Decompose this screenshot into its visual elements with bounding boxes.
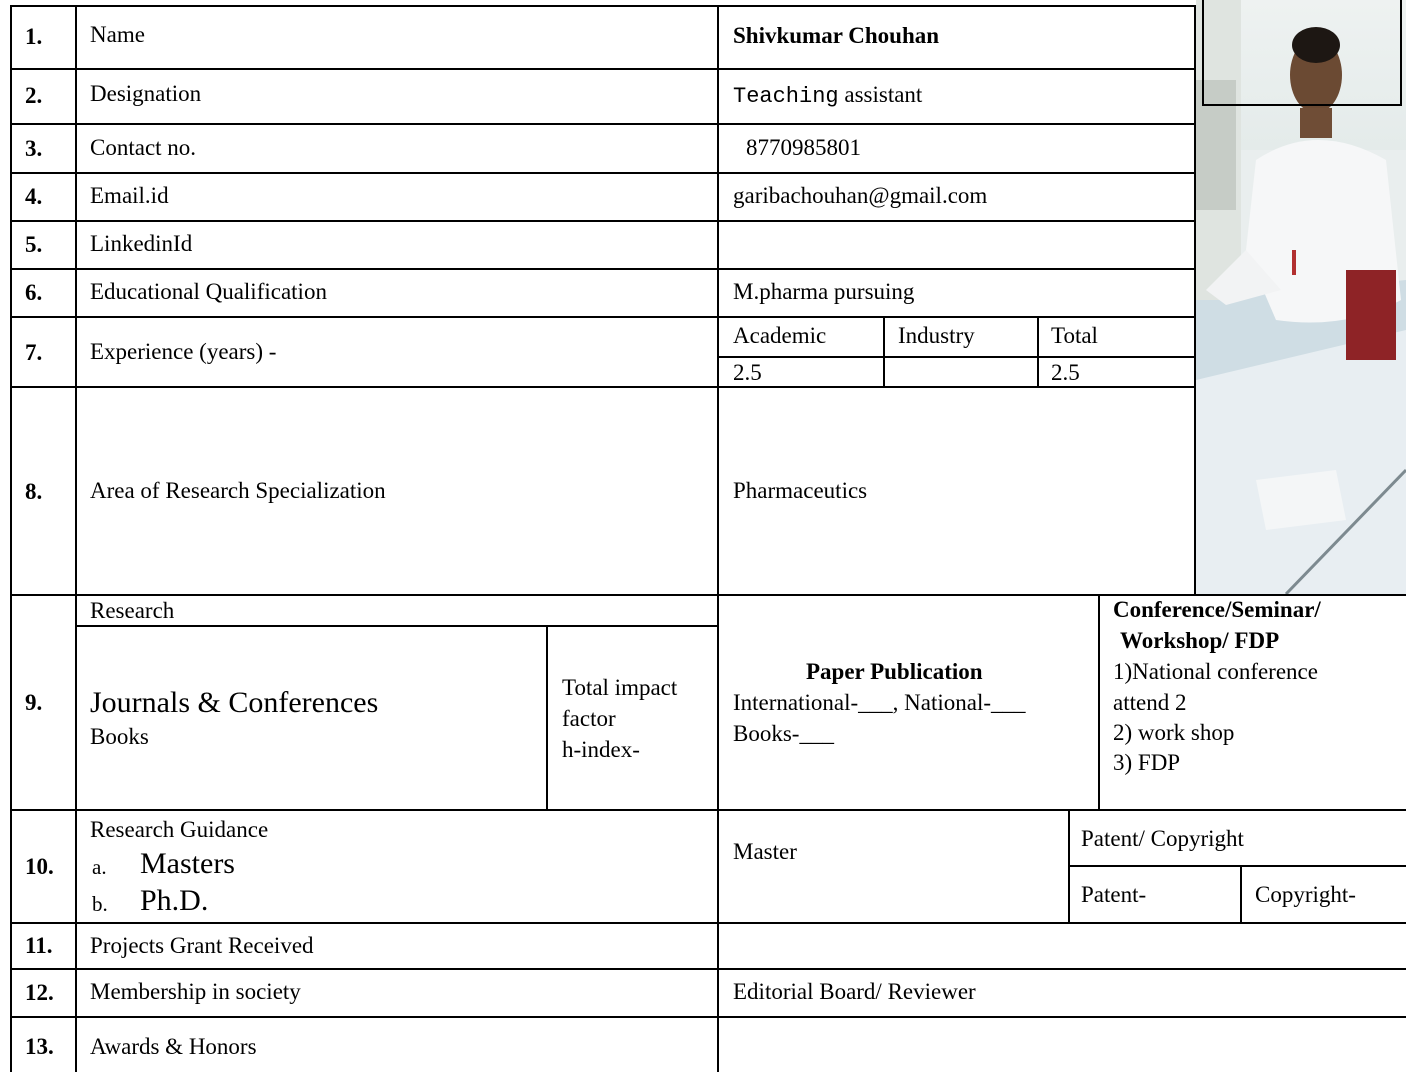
row-number: 3. xyxy=(25,136,43,161)
value-designation xyxy=(733,80,922,112)
row-number: 10. xyxy=(25,854,54,879)
label-email: Email.id xyxy=(90,183,169,208)
exp-header-industry: Industry xyxy=(898,323,975,348)
exp-value-total: 2.5 xyxy=(1051,360,1080,385)
patent-title: Patent/ Copyright xyxy=(1081,826,1244,851)
row-number: 7. xyxy=(25,340,43,365)
paper-title: Paper Publication xyxy=(806,659,983,684)
research-title: Research xyxy=(90,598,175,623)
row-number: 5. xyxy=(25,232,43,257)
exp-value-academic: 2.5 xyxy=(733,360,762,385)
label-awards: Awards & Honors xyxy=(90,1034,257,1059)
value-editorial: Editorial Board/ Reviewer xyxy=(733,979,976,1004)
row-number: 9. xyxy=(25,690,43,715)
designation-part2: assistant xyxy=(838,82,923,107)
row-number: 8. xyxy=(25,479,43,504)
research-journals: Journals & Conferences xyxy=(90,686,379,719)
value-contact: 8770985801 xyxy=(746,135,861,160)
designation-part1: Teaching xyxy=(733,84,839,109)
guidance-phd: Ph.D. xyxy=(140,884,209,917)
label-education: Educational Qualification xyxy=(90,279,327,304)
row-number: 11. xyxy=(25,933,53,958)
exp-header-academic: Academic xyxy=(733,323,827,348)
patent-label: Patent- xyxy=(1081,882,1147,907)
label-linkedin: LinkedinId xyxy=(90,231,193,256)
guidance-masters: Masters xyxy=(140,847,235,880)
value-research-area: Pharmaceutics xyxy=(733,478,868,503)
label-projects: Projects Grant Received xyxy=(90,933,314,958)
impact-line3: h-index- xyxy=(562,737,640,762)
row-number: 1. xyxy=(25,24,43,49)
label-membership: Membership in society xyxy=(90,979,301,1004)
row-number: 6. xyxy=(25,280,43,305)
label-contact: Contact no. xyxy=(90,135,197,160)
conf-line2: attend 2 xyxy=(1113,690,1187,715)
label-designation: Designation xyxy=(90,81,202,106)
value-education: M.pharma pursuing xyxy=(733,279,915,304)
row-number: 12. xyxy=(25,980,54,1005)
row-number: 4. xyxy=(25,184,43,209)
guidance-title: Research Guidance xyxy=(90,817,269,842)
conf-line3: 2) work shop xyxy=(1113,720,1235,745)
row-number: 2. xyxy=(25,83,43,108)
guidance-a-marker: a. xyxy=(92,855,107,879)
label-research-area: Area of Research Specialization xyxy=(90,478,386,503)
impact-line1: Total impact xyxy=(562,675,678,700)
guidance-b-marker: b. xyxy=(92,892,108,916)
conf-title-line1: Conference/Seminar/ xyxy=(1113,597,1321,622)
row-number: 13. xyxy=(25,1034,54,1059)
paper-line1: International-___, National-___ xyxy=(733,690,1026,715)
label-experience: Experience (years) - xyxy=(90,339,277,364)
label-name: Name xyxy=(90,22,145,47)
guidance-master-value: Master xyxy=(733,839,797,864)
exp-header-total: Total xyxy=(1051,323,1098,348)
conf-title-line2: Workshop/ FDP xyxy=(1120,628,1280,653)
research-books: Books xyxy=(90,724,149,749)
conf-line4: 3) FDP xyxy=(1113,750,1181,775)
conf-line1: 1)National conference xyxy=(1113,659,1318,684)
impact-line2: factor xyxy=(562,706,616,731)
copyright-label: Copyright- xyxy=(1255,882,1356,907)
paper-line2: Books-___ xyxy=(733,721,834,746)
value-email: garibachouhan@gmail.com xyxy=(733,183,988,208)
value-name: Shivkumar Chouhan xyxy=(733,23,940,48)
